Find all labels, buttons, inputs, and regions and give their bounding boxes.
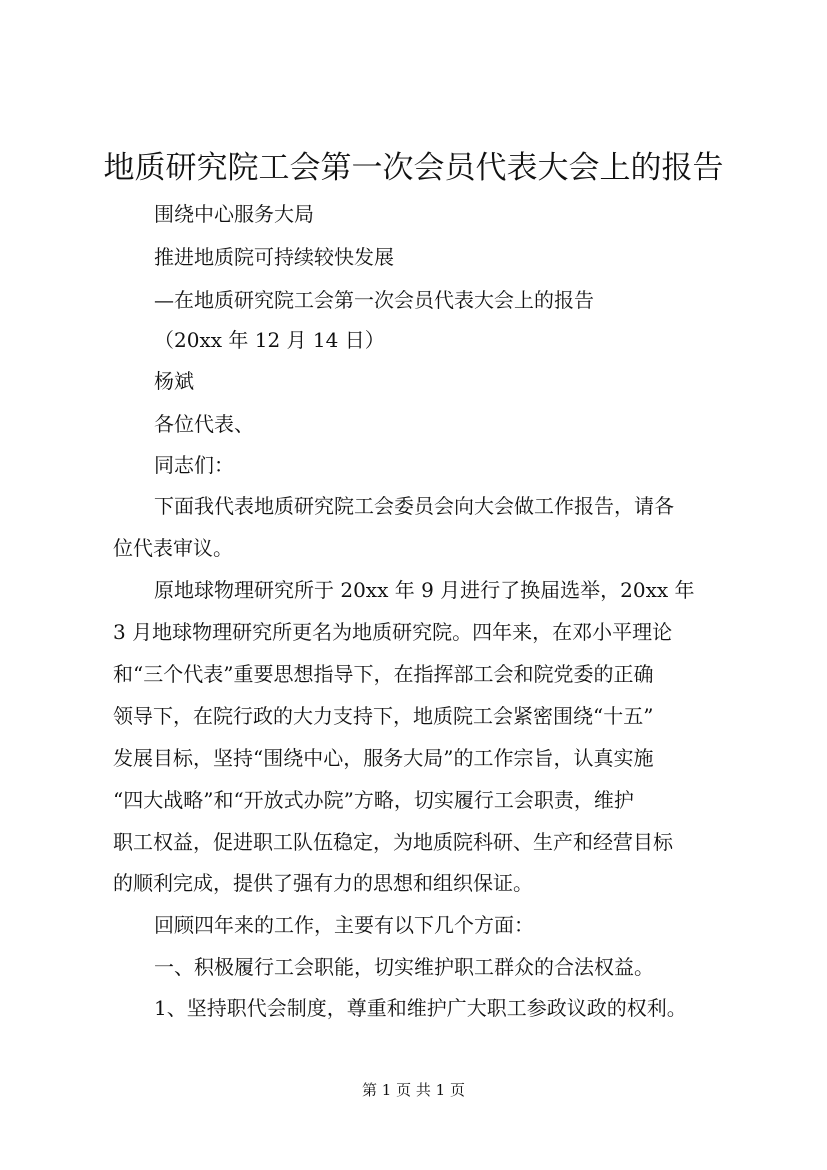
- salutation-line-1: 各位代表、: [154, 412, 254, 436]
- paragraph-2-line-6: “四大战略”和“开放式办院”方略，切实履行工会职责，维护: [113, 788, 634, 812]
- subsection-heading-1: 1、坚持职代会制度，尊重和维护广大职工参政议政的权利。: [154, 996, 687, 1020]
- page-footer: 第 1 页 共 1 页: [362, 1081, 465, 1099]
- report-date: （20xx 年 12 月 14 日）: [154, 328, 385, 352]
- paragraph-2-line-3: 和“三个代表”重要思想指导下，在指挥部工会和院党委的正确: [113, 662, 654, 686]
- paragraph-2-line-1: 原地球物理研究所于 20xx 年 9 月进行了换届选举，20xx 年: [154, 578, 695, 602]
- subtitle-line-1: 围绕中心服务大局: [154, 202, 314, 226]
- salutation-line-2: 同志们：: [154, 453, 234, 477]
- paragraph-2-line-5: 发展目标，坚持“围绕中心，服务大局”的工作宗旨，认真实施: [113, 746, 654, 770]
- paragraph-2-line-2: 3 月地球物理研究所更名为地质研究院。四年来，在邓小平理论: [113, 620, 673, 644]
- subtitle-line-3: —在地质研究院工会第一次会员代表大会上的报告: [154, 288, 594, 312]
- subtitle-line-2: 推进地质院可持续较快发展: [154, 245, 394, 269]
- paragraph-2-line-7: 职工权益，促进职工队伍稳定，为地质院科研、生产和经营目标: [113, 830, 673, 854]
- paragraph-3: 回顾四年来的工作，主要有以下几个方面：: [154, 913, 534, 937]
- section-heading-1: 一、积极履行工会职能，切实维护职工群众的合法权益。: [154, 955, 654, 979]
- document-title: 地质研究院工会第一次会员代表大会上的报告: [103, 150, 724, 186]
- paragraph-2-line-4: 领导下，在院行政的大力支持下，地质院工会紧密围绕“十五”: [113, 704, 654, 728]
- author-name: 杨斌: [154, 369, 194, 393]
- paragraph-1-line-2: 位代表审议。: [113, 536, 233, 560]
- paragraph-2-line-8: 的顺利完成，提供了强有力的思想和组织保证。: [113, 871, 533, 895]
- paragraph-1-line-1: 下面我代表地质研究院工会委员会向大会做工作报告，请各: [154, 494, 674, 518]
